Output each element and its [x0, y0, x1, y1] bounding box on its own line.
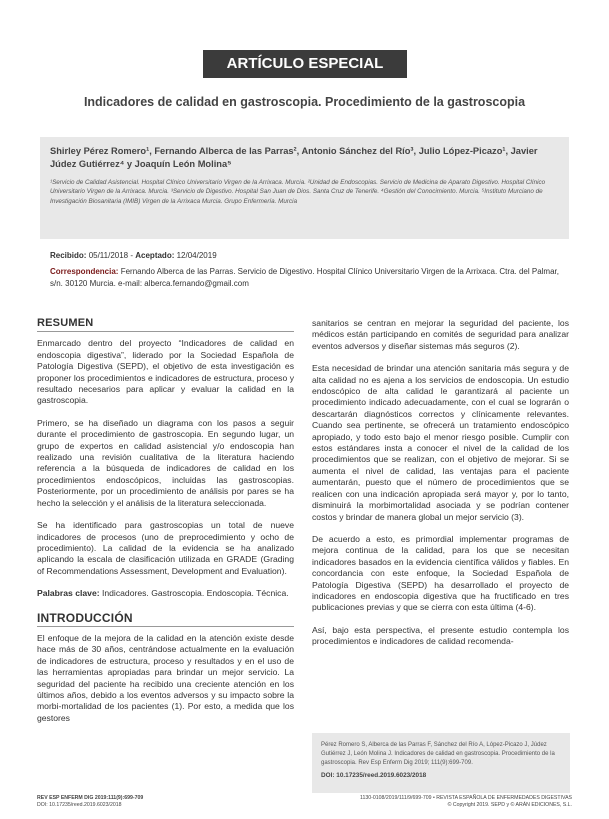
introduction-heading: INTRODUCCIÓN: [37, 613, 294, 627]
correspondence-text: Fernando Alberca de las Parras. Servicio de Digestivo. Hospital Clínico Universitario Virgen de la Arrixaca. Ctra. del Palmar, s/n. 30120 Murcia. e-mail: alberca.fernando@gmail.com: [50, 267, 559, 288]
affiliations: ¹Servicio de Calidad Asistencial. Hospital Clínico Universitario Virgen de la Arrixaca. Murcia. ²Unidad de Endoscopias. Servicio de Medicina de Aparato Digestivo. Hospital Clínico Universitario Virgen de la Arrixaca. Murcia. ³Servicio de Digestivo. Hospital San Juan de Dios. Santa Cruz de Tenerife. ⁴Gestión del Conocimiento. Murcia. ⁵Instituto Murciano de Investigación Biosanitaria (IMIB) Virgen de la Arrixaca Murcia. Grupo Enfermería. Murcia: [50, 179, 546, 205]
article-title: Indicadores de calidad en gastroscopia. Procedimiento de la gastroscopia: [83, 95, 526, 109]
body-paragraph-4: Así, bajo esta perspectiva, el presente estudio contempla los procedimientos e indicadores de calidad recomenda-: [312, 624, 569, 647]
accepted-label: Aceptado:: [135, 251, 175, 260]
citation-box: [312, 733, 570, 793]
author-list: Shirley Pérez Romero¹, Fernando Alberca de las Parras², Antonio Sánchez del Río³, Julio López-Picazo¹, Javier Júdez Gutiérrez⁴ y Joaquín León Molina⁵: [50, 146, 538, 169]
footer-copyright-line: © Copyright 2019. SEPD y © ARÁN EDICIONES, S.L.: [447, 802, 572, 808]
body-paragraph-1: sanitarios se centran en mejorar la seguridad del paciente, los médicos están participando en comités de seguridad para analizar eventos adversos y diseñar sistemas más seguros (2).: [312, 318, 569, 351]
footer-journal-info: [37, 795, 277, 809]
author-box: [40, 137, 569, 239]
received-date: 05/11/2018: [88, 251, 129, 260]
article-type-banner: ARTÍCULO ESPECIAL: [203, 50, 407, 78]
introduction-paragraph-1: El enfoque de la mejora de la calidad en la atención existe desde hace más de 30 años, centrándose actualmente en la evaluación de indicadores de estructura, proceso y resultados y en el uso de las herramientas apropiadas para brindar un mejor servicio. La seguridad del paciente ha recibido una creciente atención en los últimos años, debido a los eventos adversos y su impacto sobre la morbi-mortalidad de los pacientes (1). Por esto, a medida que los gestores: [37, 632, 294, 723]
keywords-text: Indicadores. Gastroscopia. Endoscopia. Técnica.: [101, 588, 289, 599]
correspondence: [50, 266, 569, 289]
correspondence-label: Correspondencia:: [50, 267, 119, 276]
abstract-paragraph-2: Primero, se ha diseñado un diagrama con los pasos a seguir durante el procedimiento de gastroscopia. En segundo lugar, un grupo de expertos en calidad asistencial y/o endoscopia han realizado una revisión cualitativa de la literatura haciendo referencia a la búsqueda de indicadores de calidad en los procedimientos endoscópicos, incluidas las gastroscopias. Posteriormente, por un procedimiento de análisis por pares se ha hecho la selección y el análisis de la literatura seleccionada.: [37, 417, 294, 508]
body-paragraph-2: Esta necesidad de brindar una atención sanitaria más segura y de alta calidad no es ajena a los servicios de endoscopia. Un estudio endoscópico de alta calidad le garantizará al paciente un procedimiento indicado adecuadamente, con el cual se lograrán o descartarán diagnósticos correctos y clínicamente relevantes. Cuando sea pertinente, se ofrecerá un tratamiento endoscópico apropiado, y todo esto bajo el menor riesgo posible. Cumplir con estos estándares insta a conocer el nivel de la calidad de los procedimientos que se realizan, con el objetivo de mejorar. Si se aumenta el nivel de calidad, las ventajas para el paciente aumentarán, puesto que el número de procedimientos que se realicen con una indicación apropiada será mayor y, por lo tanto, disminuirá la morbimortalidad asociada y se podrían contener costos y brindar de manera global un mejor servicio (3).: [312, 363, 569, 522]
citation-text: Pérez Romero S, Alberca de las Parras F, Sánchez del Río A, López-Picazo J, Júdez Gutiérrez J, León Molina J. Indicadores de calidad en gastroscopia. Procedimiento de la gastroscopia. Rev Esp Enferm Dig 2019; 111(9):699-709.: [321, 742, 555, 766]
right-column: [312, 318, 569, 659]
footer-journal-line: REV ESP ENFERM DIG 2019:111(9):699-709: [37, 795, 144, 801]
body-paragraph-3: De acuerdo a esto, es primordial implementar programas de mejora continua de la calidad, para los que se necesitan indicadores basados en la evidencia científica válidos y fiables. En concordancia con este enfoque, la Sociedad Española de Patología Digestiva (SEPD) ha desarrollado el proyecto de indicadores en endoscopia digestiva que ha fructificado en tres publicaciones previas y que se cierra con esta última (4-6).: [312, 533, 569, 613]
footer-issn-line: 1130-0108/2019/111/9/699-709 • REVISTA ESPAÑOLA DE ENFERMEDADES DIGESTIVAS: [359, 795, 572, 801]
footer-copyright: [320, 795, 572, 809]
abstract-paragraph-1: Enmarcado dentro del proyecto “Indicadores de calidad en endoscopia digestiva”, liderado por la Sociedad Española de Patología Digestiva (SEPD), el objetivo de esta investigación es proponer los procedimientos e indicadores de estructura, proceso y resultado necesarios para aplicar y evaluar la calidad en la gastroscopia.: [37, 338, 294, 406]
abstract-paragraph-3: Se ha identificado para gastroscopias un total de nueve indicadores de procesos (uno de preprocedimiento y ocho de procedimiento). La calidad de la evidencia se ha analizado aplicando la escala de clasificación utilizada en GRADE (Grading of Recommendations Assessment, Development and Evaluation).: [37, 520, 294, 576]
footer-doi-line: DOI: 10.17235/reed.2019.6023/2018: [37, 802, 122, 808]
left-column: [37, 318, 294, 735]
abstract-heading: RESUMEN: [37, 318, 294, 332]
keywords-label: Palabras clave:: [37, 588, 100, 599]
keywords: [37, 588, 294, 599]
received-label: Recibido:: [50, 251, 87, 260]
article-dates: [50, 251, 569, 260]
accepted-date: 12/04/2019: [176, 251, 217, 260]
date-separator: -: [128, 251, 136, 260]
doi-text: DOI: 10.17235/reed.2019.6023/2018: [321, 772, 427, 780]
